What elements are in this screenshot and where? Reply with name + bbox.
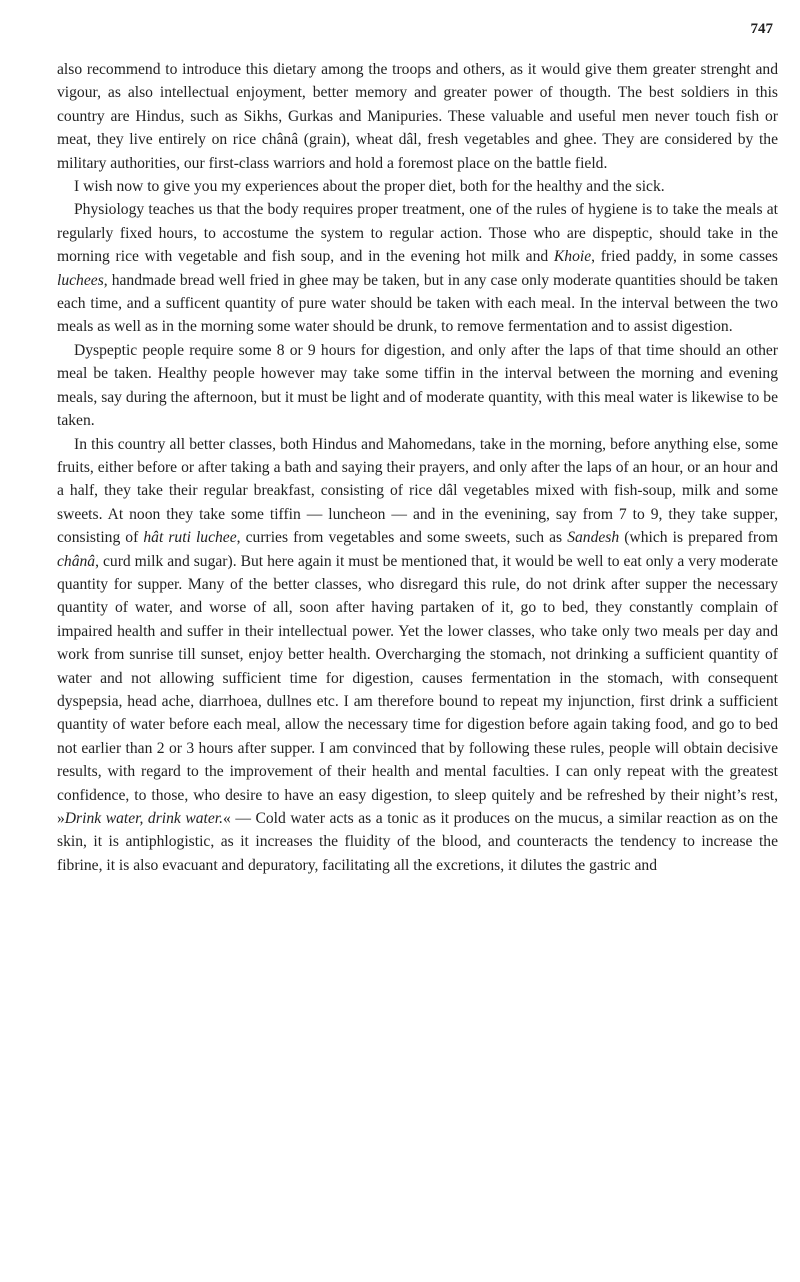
paragraph (57, 58, 778, 175)
italic-text: Khoie (553, 248, 592, 266)
text-run: Physiology teaches us that the body requires proper treatment, one of the rules of hygiene is to take the meals at regularly fixed hours, to accostume the system to regular action. Those who are dispeptic, should take in the morning rice with vegetable and fish soup, and in the evening hot milk and (57, 201, 778, 266)
text-run: , handmade bread well fried in ghee may be taken, but in any case only moderate quantities should be taken each time, and a sufficent quantity of pure water should be taken with each meal. In the interval between the two meals as well as in the morning some water should be drunk, to remove fermentation and to assist digestion. (57, 271, 778, 336)
paragraph (57, 198, 778, 338)
italic-text: Sandesh (567, 529, 620, 547)
text-run: , fried paddy, in some casses (591, 248, 779, 266)
text-run: In this country all better classes, both Hindus and Mahomedans, take in the morning, before anything else, some fruits, either before or after taking a bath and saying their prayers, and only after the laps of an hour, or an hour and a half, they take their regular breakfast, consisting of rice dâl vegetables mixed with fish-soup, milk and some sweets. At noon they take some tiffin — luncheon — and in the evenining, say from 7 to 9, they take supper, consisting of (57, 435, 778, 547)
text-run: I wish now to give you my experiences about the proper diet, both for the healthy and the sick. (74, 178, 665, 196)
paragraph (57, 433, 778, 878)
text-run: , curd milk and sugar). But here again it must be mentioned that, it would be well to eat only a very moderate quantity for supper. Many of the better classes, who disregard this rule, do not drink after supper the necessary quantity of water, and worse of all, soon after having partaken of it, go to bed, they constantly complain of impaired health and suffer in their intellectual power. Yet the lower classes, who take only two meals per day and work from sunrise till sunset, enjoy better health. Overcharging the stomach, not drinking a sufficient quantity of water and not allowing sufficient time for digestion, causes fermentation in the stomach, with consequent dyspepsia, head ache, diarrhoea, dullnes etc. I am therefore bound to repeat my injunction, first drink a sufficient quantity of water before each meal, allow the necessary time for digestion before again taking food, and go to bed not earlier than 2 or 3 hours after supper. I am convinced that by following these rules, people will obtain decisive results, with regard to the improvement of their health and mental faculties. I can only repeat with the greatest confidence, to those, who desire to have an easy digestion, to sleep quitely and be refreshed by their night’s rest, » (57, 552, 778, 827)
text-run: , curries from vegetables and some sweets, such as (236, 529, 568, 547)
paragraph (57, 339, 778, 433)
italic-text: Drink water, drink water. (64, 810, 224, 827)
body-text (57, 58, 778, 877)
paragraph (57, 175, 778, 198)
page (57, 18, 778, 877)
text-run: « — Cold water acts as a tonic as it produces on the mucus, a similar reaction as on the skin, it is antiphlogistic, as it increases the fluidity of the blood, and counteracts the tendency to increase the fibrine, it is also evacuant and depuratory, facilitating all the excretions, it dilutes the gastric and (57, 810, 778, 874)
italic-text: chânâ (57, 552, 96, 570)
text-run: Dyspeptic people require some 8 or 9 hours for digestion, and only after the laps of that time should an other meal be taken. Healthy people however may take some tiffin in the interval between the morning and evening meals, say during the afternoon, but it must be light and of moderate quantity, with this meal water is likewise to be taken. (57, 341, 778, 430)
text-run: also recommend to introduce this dietary among the troops and others, as it would give them greater strenght and vigour, as also intellectual enjoyment, better memory and greater power of thougth. The best soldiers in this country are Hindus, such as Sikhs, Gurkas and Manipuries. These valuable and useful men never touch fish or meat, they live entirely on rice chânâ (grain), wheat dâl, fresh vegetables and ghee. They are considered by the military authorities, our first-class warriors and hold a foremost place on the battle field. (57, 61, 778, 172)
text-run: (which is prepared from (619, 529, 778, 547)
italic-text: hât ruti luchee (143, 529, 237, 547)
italic-text: luchees (57, 271, 104, 289)
page-number: 747 (750, 21, 773, 37)
